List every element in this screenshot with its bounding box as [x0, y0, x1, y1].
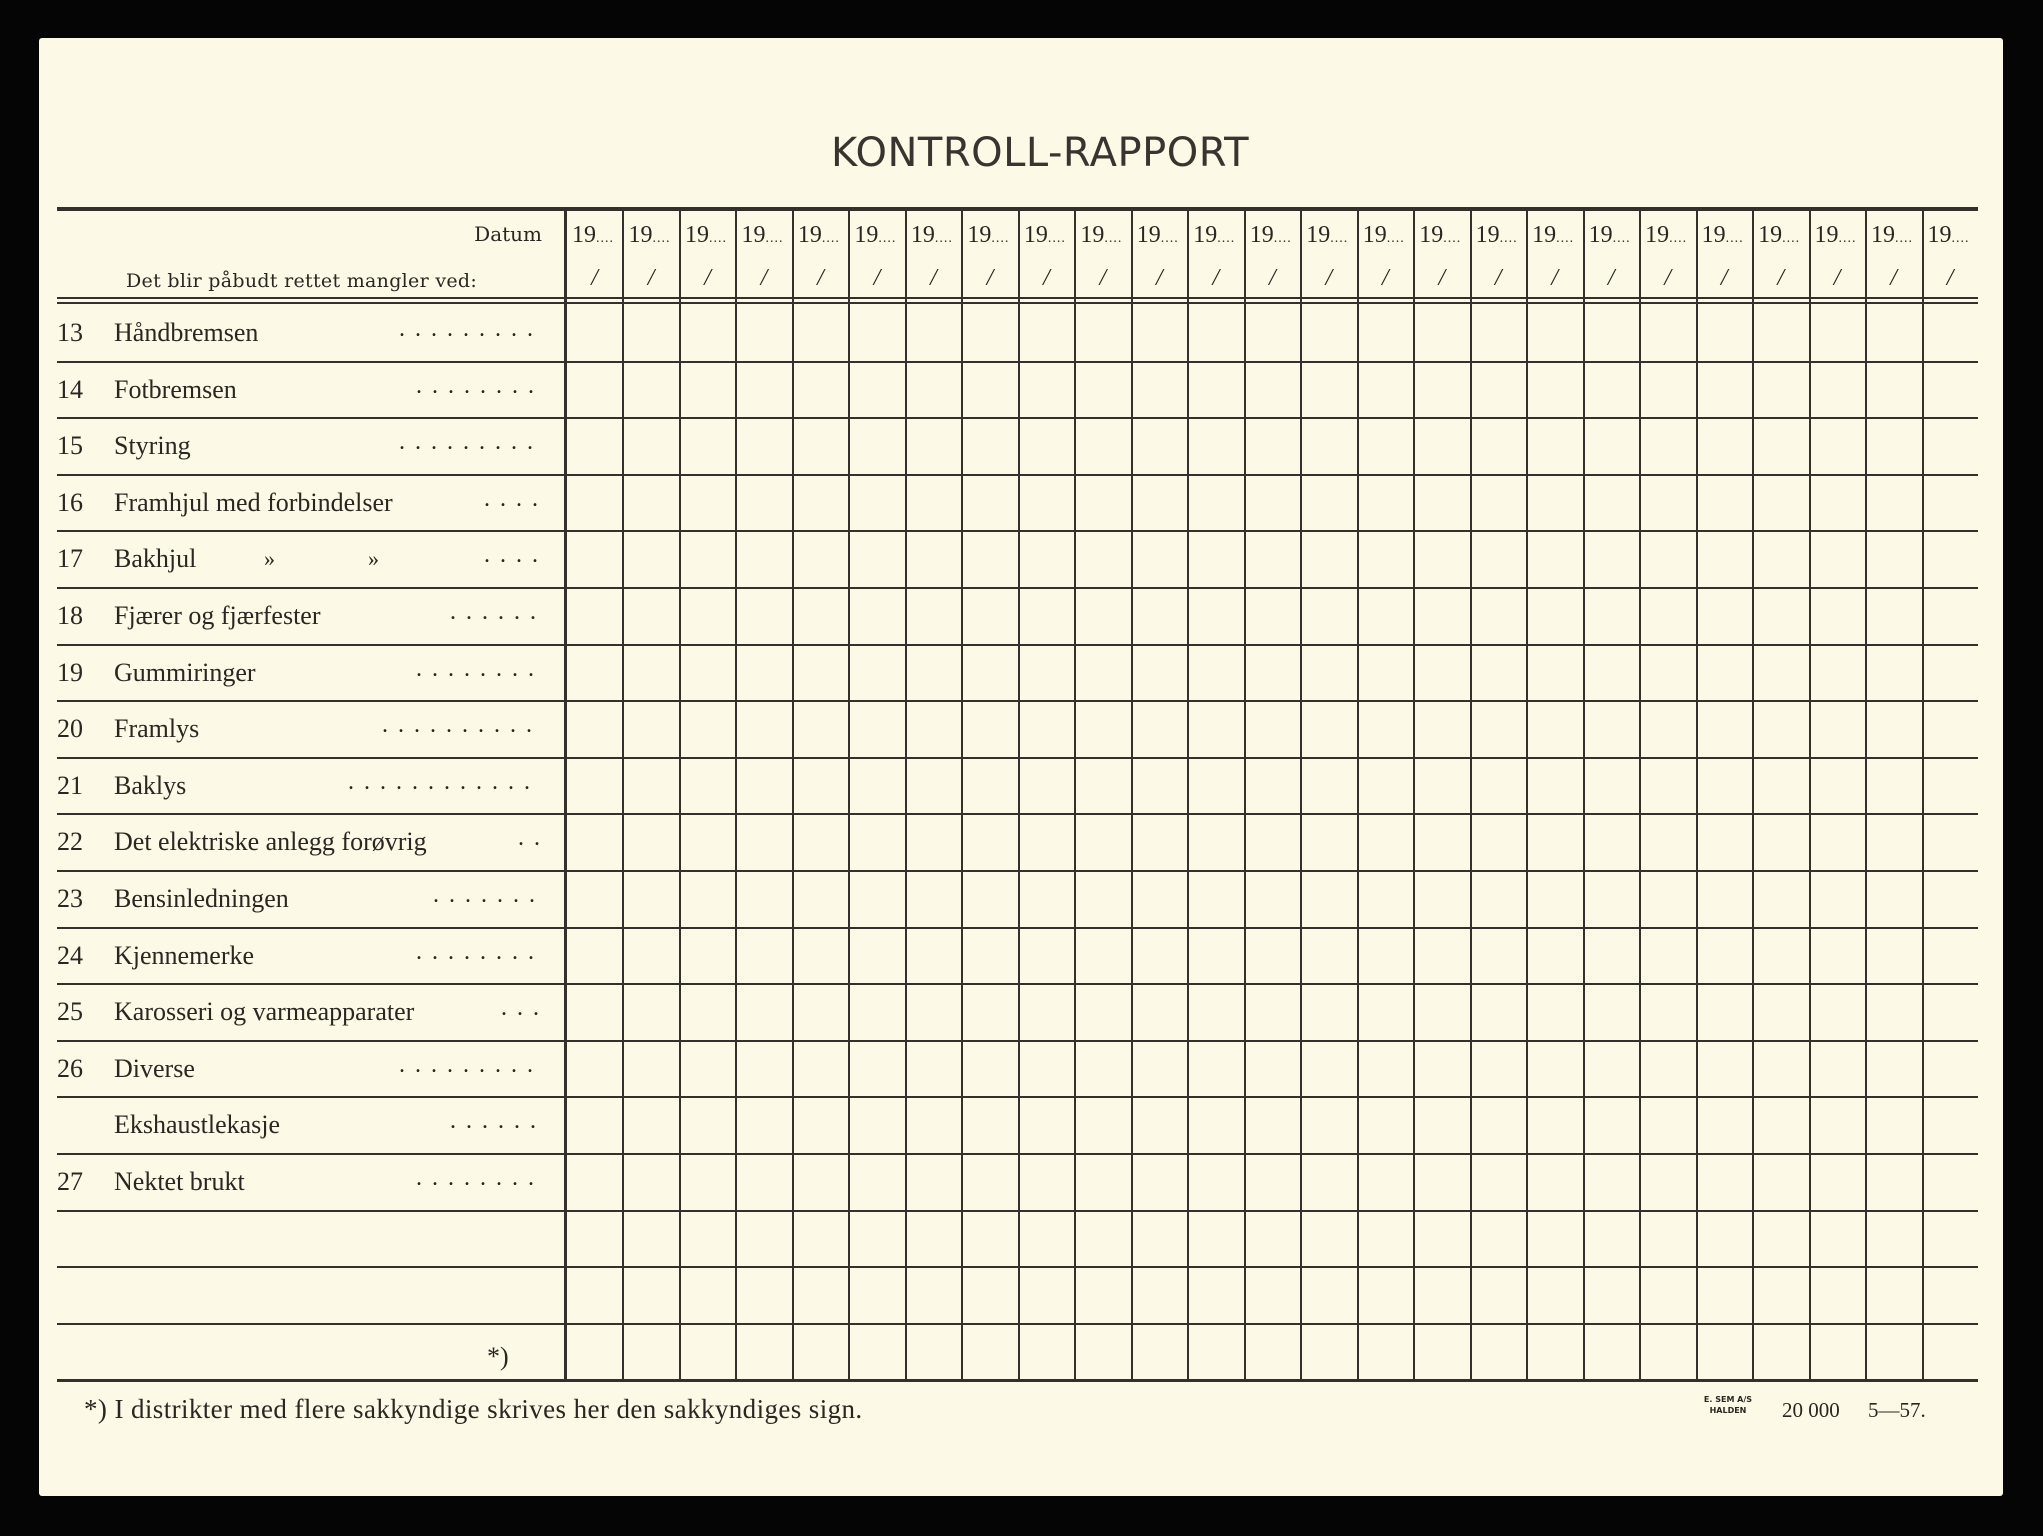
row-number: 19: [57, 657, 83, 687]
date-slash: /: [1720, 265, 1728, 291]
row-number: 24: [57, 940, 83, 970]
column-line: [848, 211, 850, 1381]
row-line: [57, 1210, 1978, 1212]
signature-mark: *): [487, 1342, 509, 1371]
row-line: [57, 983, 1978, 985]
row-leader-dots: ....: [484, 485, 548, 512]
date-slash: /: [704, 265, 711, 291]
row-label: Gummiringer: [114, 657, 256, 687]
row-line: [57, 757, 1978, 759]
row-number: 23: [57, 884, 83, 913]
column-line: [679, 211, 681, 1381]
row-line: [57, 361, 1978, 363]
date-year-blank: ....: [934, 231, 953, 246]
date-year-prefix: 19: [1249, 222, 1274, 248]
row-label: Håndbremsen: [114, 318, 259, 347]
date-year-prefix: 19: [628, 222, 653, 248]
date-year-cell: [1024, 222, 1066, 249]
date-year-cell: [1645, 222, 1687, 249]
date-slash: /: [1777, 265, 1784, 291]
date-year-cell: [1137, 222, 1179, 249]
date-slash: /: [647, 265, 655, 291]
date-year-prefix: 19: [1306, 222, 1331, 248]
row-line: [57, 530, 1978, 532]
ditto-mark: »: [368, 546, 379, 572]
date-year-blank: ....: [1838, 231, 1857, 246]
row-leader-dots: ............: [348, 768, 540, 795]
row-number: 25: [57, 997, 83, 1027]
date-slash: /: [930, 265, 937, 291]
date-year-prefix: 19: [1023, 222, 1048, 248]
column-line: [1187, 211, 1189, 1381]
date-year-prefix: 19: [1080, 222, 1105, 248]
row-leader-dots: ........: [416, 372, 544, 399]
print-run: 20 000: [1782, 1398, 1840, 1422]
row-label: Karosseri og varmeapparater: [114, 997, 415, 1027]
date-year-prefix: 19: [1927, 222, 1952, 248]
printer-name: E. SEM A/S: [1703, 1395, 1753, 1404]
column-line: [1922, 211, 1924, 1381]
date-year-blank: ....: [1895, 231, 1914, 246]
date-slash: /: [591, 265, 598, 291]
print-date: 5—57.: [1868, 1398, 1926, 1422]
printer-mark: [1698, 1394, 1758, 1416]
row-label: Fotbremsen: [114, 374, 237, 404]
date-year-cell: [911, 222, 953, 249]
row-label: Baklys: [114, 770, 187, 800]
row-number: 14: [57, 374, 83, 404]
column-line: [1131, 211, 1133, 1381]
date-year-cell: [1928, 222, 1970, 249]
date-year-blank: ....: [1104, 231, 1123, 246]
date-slash: /: [1269, 265, 1276, 291]
column-line: [1244, 211, 1246, 1381]
row-line: [57, 417, 1978, 419]
row-line: [57, 1323, 1978, 1325]
date-year-blank: ....: [821, 231, 840, 246]
date-year-cell: [1476, 222, 1518, 249]
row-line: [57, 700, 1978, 702]
row-label: Framlys: [114, 714, 200, 744]
date-year-cell: [1363, 222, 1405, 249]
row-line: [57, 1379, 1978, 1382]
row-line: [57, 474, 1978, 476]
date-year-prefix: 19: [1758, 222, 1783, 248]
row-number: 17: [57, 544, 83, 574]
date-slash: /: [1099, 265, 1107, 291]
date-year-prefix: 19: [1419, 222, 1444, 248]
column-line: [1357, 211, 1359, 1381]
row-number: 21: [57, 770, 83, 800]
column-line: [792, 211, 794, 1381]
date-year-cell: [628, 222, 670, 249]
date-slash: /: [873, 265, 881, 291]
date-slash: /: [1438, 265, 1446, 291]
row-leader-dots: ........: [416, 938, 544, 965]
row-number: 18: [57, 601, 83, 630]
datum-label: Datum: [474, 222, 542, 246]
column-line: [1752, 211, 1754, 1381]
date-year-blank: ....: [1047, 231, 1066, 246]
date-year-cell: [798, 222, 840, 249]
date-slash: /: [1212, 265, 1220, 291]
row-leader-dots: .........: [399, 316, 543, 342]
row-line: [57, 1096, 1978, 1098]
row-leader-dots: ..: [518, 825, 550, 852]
column-line: [1809, 211, 1811, 1381]
row-number: 13: [57, 318, 83, 347]
page-title: KONTROLL-RAPPORT: [830, 130, 1250, 176]
date-year-blank: ....: [1499, 231, 1518, 246]
date-year-blank: ....: [1556, 231, 1575, 246]
column-line: [1583, 211, 1585, 1381]
date-year-prefix: 19: [967, 222, 992, 248]
date-year-cell: [685, 222, 727, 249]
row-line: [57, 870, 1978, 872]
date-slash: /: [1833, 265, 1841, 291]
split-line: [564, 207, 567, 1381]
row-line: [57, 1153, 1978, 1155]
date-year-cell: [854, 222, 896, 249]
row-label: Nektet brukt: [114, 1167, 245, 1196]
row-leader-dots: .........: [399, 429, 543, 456]
date-year-blank: ....: [1669, 231, 1688, 246]
row-label: Ekshaustlekasje: [114, 1110, 281, 1140]
row-number: 26: [57, 1053, 83, 1083]
date-year-blank: ....: [1160, 231, 1179, 246]
date-slash: /: [986, 265, 994, 291]
date-year-prefix: 19: [1136, 222, 1161, 248]
date-year-blank: ....: [878, 231, 897, 246]
date-year-blank: ....: [596, 231, 614, 246]
date-year-cell: [1871, 222, 1913, 249]
row-line: [57, 1266, 1978, 1268]
row-number: 16: [57, 487, 83, 517]
row-leader-dots: ....: [484, 542, 548, 569]
row-number: 22: [57, 827, 83, 857]
column-line: [1639, 211, 1641, 1381]
row-line: [57, 813, 1978, 815]
row-label: Diverse: [114, 1053, 195, 1083]
date-year-blank: ....: [652, 231, 671, 246]
row-line: [57, 644, 1978, 646]
date-year-prefix: 19: [1362, 222, 1387, 248]
date-year-cell: [1702, 222, 1744, 249]
ditto-mark: »: [264, 546, 275, 572]
date-year-prefix: 19: [1701, 222, 1726, 248]
form-card: [39, 38, 2003, 1496]
date-year-blank: ....: [1951, 231, 1970, 246]
column-line: [905, 211, 907, 1381]
date-slash: /: [1664, 265, 1672, 291]
date-year-prefix: 19: [1645, 222, 1670, 248]
date-slash: /: [1607, 265, 1615, 291]
row-leader-dots: .........: [399, 1051, 543, 1078]
row-number: 20: [57, 714, 83, 744]
date-year-prefix: 19: [1193, 222, 1218, 248]
date-year-cell: [1193, 222, 1235, 249]
printer-city: HALDEN: [1709, 1406, 1747, 1415]
column-line: [1865, 211, 1867, 1381]
row-leader-dots: .......: [433, 882, 545, 908]
row-label: Bakhjul: [114, 544, 197, 574]
row-number: 15: [57, 431, 83, 461]
row-label: Fjærer og fjærfester: [114, 601, 321, 630]
row-label: Framhjul med forbindelser: [114, 487, 393, 517]
date-year-cell: [741, 222, 783, 249]
row-line: [57, 1040, 1978, 1042]
date-slash: /: [1946, 265, 1954, 291]
column-line: [1470, 211, 1472, 1381]
column-line: [735, 211, 737, 1381]
column-line: [1018, 211, 1020, 1381]
column-line: [1696, 211, 1698, 1381]
date-year-blank: ....: [1725, 231, 1744, 246]
date-year-cell: [572, 222, 614, 249]
date-slash: /: [1381, 265, 1389, 291]
row-line: [57, 927, 1978, 929]
date-year-cell: [1306, 222, 1348, 249]
date-year-blank: ....: [1443, 231, 1462, 246]
date-slash: /: [817, 265, 824, 291]
column-line: [1413, 211, 1415, 1381]
date-year-cell: [1250, 222, 1292, 249]
column-line: [1074, 211, 1076, 1381]
date-year-cell: [1080, 222, 1122, 249]
date-year-blank: ....: [991, 231, 1010, 246]
row-label: Styring: [114, 431, 191, 461]
date-year-prefix: 19: [854, 222, 879, 248]
date-year-blank: ....: [765, 231, 784, 246]
row-line: [57, 587, 1978, 589]
date-year-prefix: 19: [1475, 222, 1500, 248]
row-label: Kjennemerke: [114, 940, 255, 970]
date-year-cell: [1758, 222, 1800, 249]
date-year-cell: [1532, 222, 1574, 249]
row-leader-dots: ..........: [382, 712, 542, 739]
date-year-cell: [1419, 222, 1461, 249]
date-year-blank: ....: [1386, 231, 1405, 246]
date-year-prefix: 19: [910, 222, 935, 248]
date-slash: /: [1325, 265, 1333, 291]
date-year-prefix: 19: [741, 222, 766, 248]
row-leader-dots: ......: [450, 599, 546, 625]
date-slash: /: [1156, 265, 1163, 291]
date-year-prefix: 19: [797, 222, 822, 248]
date-year-prefix: 19: [572, 222, 596, 248]
column-line: [1526, 211, 1528, 1381]
date-year-prefix: 19: [1871, 222, 1896, 248]
date-slash: /: [760, 265, 768, 291]
header-subtitle: Det blir påbudt rettet mangler ved:: [126, 270, 478, 292]
row-number: 27: [57, 1167, 83, 1196]
date-year-prefix: 19: [1814, 222, 1839, 248]
row-leader-dots: ...: [501, 995, 549, 1022]
footnote: *) I distrikter med flere sakkyndige skrives her den sakkyndiges sign.: [84, 1394, 863, 1424]
row-leader-dots: ......: [450, 1108, 546, 1135]
date-year-prefix: 19: [1532, 222, 1557, 248]
date-year-blank: ....: [1273, 231, 1292, 246]
date-year-blank: ....: [1330, 231, 1349, 246]
date-year-prefix: 19: [684, 222, 709, 248]
date-slash: /: [1494, 265, 1502, 291]
date-slash: /: [1043, 265, 1050, 291]
row-leader-dots: ........: [416, 1165, 544, 1191]
row-label: Det elektriske anlegg forøvrig: [114, 827, 427, 857]
date-slash: /: [1890, 265, 1897, 291]
column-line: [961, 211, 963, 1381]
date-year-blank: ....: [1782, 231, 1801, 246]
column-line: [622, 211, 624, 1381]
column-line: [1300, 211, 1302, 1381]
date-slash: /: [1551, 265, 1559, 291]
row-label: Bensinledningen: [114, 884, 289, 913]
row-leader-dots: ........: [416, 655, 544, 682]
date-year-blank: ....: [1612, 231, 1631, 246]
date-year-blank: ....: [708, 231, 727, 246]
date-year-cell: [1589, 222, 1631, 249]
date-year-prefix: 19: [1588, 222, 1613, 248]
date-year-cell: [1815, 222, 1857, 249]
date-year-cell: [967, 222, 1009, 249]
date-year-blank: ....: [1217, 231, 1236, 246]
